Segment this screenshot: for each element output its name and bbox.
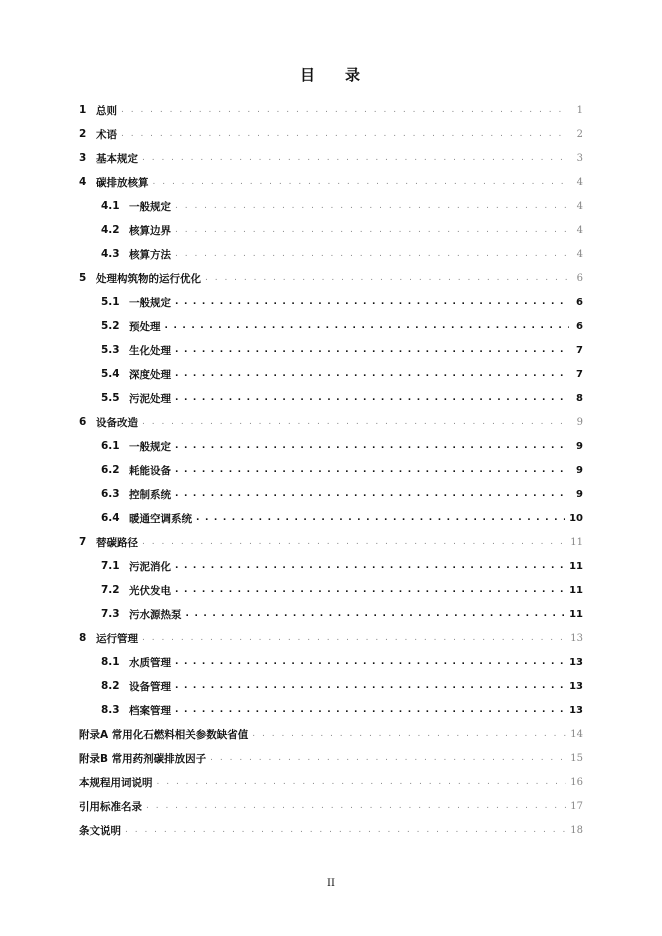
toc-entry-number: 2 (79, 128, 87, 140)
toc-leader-dots (165, 321, 570, 331)
toc-entry-label: 核算方法 (129, 248, 171, 261)
toc-entry-label: 条文说明 (79, 824, 121, 837)
toc-entry-label: 基本规定 (96, 152, 138, 165)
toc-leader-dots (142, 153, 569, 163)
toc-leader-dots (205, 273, 569, 283)
toc-entry-label: 设备管理 (129, 680, 171, 693)
toc-page-number: 1 (576, 104, 583, 116)
title-char-2: 录 (345, 66, 363, 84)
toc-entry-label: 附录B 常用药剂碳排放因子 (79, 752, 207, 765)
toc-entry-label: 引用标准名录 (79, 800, 142, 813)
toc-entry-label: 耗能设备 (129, 464, 171, 477)
toc-leader-dots (175, 249, 569, 259)
toc-leader-dots (121, 129, 569, 139)
toc-page-number: 14 (570, 728, 583, 740)
toc-entry-label: 碳排放核算 (96, 176, 149, 189)
toc-page-number: 2 (576, 128, 583, 140)
toc-leader-dots (175, 681, 565, 691)
toc-entry-label: 一般规定 (129, 296, 171, 309)
toc-entry-label: 处理构筑物的运行优化 (96, 272, 201, 285)
toc-entry-number: 7.1 (101, 560, 120, 572)
toc-section-entry[interactable] (79, 818, 583, 842)
toc-entry-number: 5.1 (101, 296, 120, 308)
toc-leader-dots (175, 345, 569, 355)
toc-entry-label: 污水源热泵 (129, 608, 182, 621)
toc-section-entry[interactable] (79, 722, 583, 746)
toc-subsection-entry[interactable] (79, 242, 583, 266)
toc-subsection-entry[interactable] (79, 386, 583, 410)
toc-entry-number: 6.1 (101, 440, 120, 452)
toc-leader-dots (121, 105, 569, 115)
table-of-contents (79, 98, 583, 842)
toc-entry-number: 8 (79, 632, 87, 644)
toc-page-number: 4 (576, 224, 583, 236)
toc-entry-number: 4.2 (101, 224, 120, 236)
toc-entry-number: 5.4 (101, 368, 120, 380)
toc-entry-label: 术语 (96, 128, 117, 141)
toc-leader-dots (157, 777, 567, 787)
toc-entry-label: 总则 (96, 104, 117, 117)
toc-page-number: 7 (576, 368, 583, 380)
toc-page-number: 3 (576, 152, 583, 164)
toc-section-entry[interactable] (79, 146, 583, 170)
toc-leader-dots (175, 201, 569, 211)
toc-page-number: 7 (576, 344, 583, 356)
toc-page-number: 8 (576, 392, 583, 404)
toc-page-number: 9 (576, 416, 583, 428)
toc-subsection-entry[interactable] (79, 578, 583, 602)
toc-entry-label: 生化处理 (129, 344, 171, 357)
toc-leader-dots (142, 417, 569, 427)
toc-section-entry[interactable] (79, 266, 583, 290)
toc-entry-number: 5.2 (101, 320, 120, 332)
toc-subsection-entry[interactable] (79, 194, 583, 218)
toc-entry-number: 8.1 (101, 656, 120, 668)
toc-subsection-entry[interactable] (79, 554, 583, 578)
toc-subsection-entry[interactable] (79, 290, 583, 314)
toc-leader-dots (175, 369, 569, 379)
toc-entry-number: 8.3 (101, 704, 120, 716)
toc-section-entry[interactable] (79, 410, 583, 434)
toc-entry-label: 污泥处理 (129, 392, 171, 405)
toc-entry-number: 5.5 (101, 392, 120, 404)
toc-entry-label: 档案管理 (129, 704, 171, 717)
toc-entry-label: 光伏发电 (129, 584, 171, 597)
toc-section-entry[interactable] (79, 122, 583, 146)
toc-page-number: 15 (570, 752, 583, 764)
toc-page-number: 18 (570, 824, 583, 836)
toc-leader-dots (175, 297, 569, 307)
toc-leader-dots (175, 585, 565, 595)
toc-page-number: 9 (576, 488, 583, 500)
toc-leader-dots (175, 465, 569, 475)
toc-subsection-entry[interactable] (79, 602, 583, 626)
toc-entry-label: 设备改造 (96, 416, 138, 429)
toc-leader-dots (175, 657, 565, 667)
toc-entry-label: 控制系统 (129, 488, 171, 501)
toc-page-number: 9 (576, 440, 583, 452)
toc-leader-dots (175, 441, 569, 451)
toc-page-number: 13 (570, 632, 583, 644)
toc-entry-number: 6.3 (101, 488, 120, 500)
toc-subsection-entry[interactable] (79, 650, 583, 674)
toc-entry-label: 预处理 (129, 320, 161, 333)
toc-leader-dots (175, 393, 569, 403)
toc-page-number: 6 (576, 320, 583, 332)
toc-entry-label: 一般规定 (129, 440, 171, 453)
toc-leader-dots (142, 537, 566, 547)
toc-section-entry[interactable] (79, 170, 583, 194)
toc-subsection-entry[interactable] (79, 338, 583, 362)
toc-entry-label: 一般规定 (129, 200, 171, 213)
toc-page-number: 11 (569, 608, 583, 620)
toc-section-entry[interactable] (79, 530, 583, 554)
toc-leader-dots (142, 633, 566, 643)
toc-entry-number: 8.2 (101, 680, 120, 692)
toc-subsection-entry[interactable] (79, 314, 583, 338)
toc-entry-label: 暖通空调系统 (129, 512, 192, 525)
toc-entry-label: 运行管理 (96, 632, 138, 645)
toc-entry-number: 7.2 (101, 584, 120, 596)
toc-page-number: 13 (569, 704, 583, 716)
toc-entry-label: 替碳路径 (96, 536, 138, 549)
toc-entry-number: 1 (79, 104, 87, 116)
toc-entry-number: 5 (79, 272, 87, 284)
toc-section-entry[interactable] (79, 98, 583, 122)
toc-leader-dots (175, 561, 565, 571)
toc-subsection-entry[interactable] (79, 458, 583, 482)
toc-page-number: 13 (569, 680, 583, 692)
toc-page-number: 4 (576, 248, 583, 260)
toc-page-number: 10 (569, 512, 583, 524)
toc-leader-dots (175, 489, 569, 499)
page-number-footer: II (327, 878, 335, 889)
toc-entry-number: 7.3 (101, 608, 120, 620)
toc-page-number: 13 (569, 656, 583, 668)
toc-page-number: 4 (576, 176, 583, 188)
toc-section-entry[interactable] (79, 626, 583, 650)
toc-leader-dots (153, 177, 570, 187)
toc-leader-dots (175, 705, 565, 715)
toc-section-entry[interactable] (79, 770, 583, 794)
toc-entry-label: 附录A 常用化石燃料相关参数缺省值 (79, 728, 249, 741)
toc-entry-label: 水质管理 (129, 656, 171, 669)
toc-page-number: 9 (576, 464, 583, 476)
toc-subsection-entry[interactable] (79, 362, 583, 386)
toc-page-number: 11 (570, 536, 583, 548)
toc-page-number: 16 (570, 776, 583, 788)
page-title (0, 64, 662, 85)
toc-entry-label: 污泥消化 (129, 560, 171, 573)
toc-section-entry[interactable] (79, 746, 583, 770)
toc-leader-dots (196, 513, 565, 523)
toc-subsection-entry[interactable] (79, 674, 583, 698)
toc-entry-label: 核算边界 (129, 224, 171, 237)
toc-entry-number: 3 (79, 152, 87, 164)
toc-entry-number: 5.3 (101, 344, 120, 356)
toc-entry-label: 本规程用词说明 (79, 776, 153, 789)
toc-entry-number: 6 (79, 416, 87, 428)
toc-leader-dots (186, 609, 566, 619)
toc-page-number: 11 (569, 560, 583, 572)
toc-subsection-entry[interactable] (79, 506, 583, 530)
toc-entry-number: 4.1 (101, 200, 120, 212)
toc-leader-dots (252, 729, 566, 739)
toc-leader-dots (210, 753, 566, 763)
toc-entry-number: 6.4 (101, 512, 120, 524)
toc-page-number: 6 (576, 272, 583, 284)
toc-subsection-entry[interactable] (79, 434, 583, 458)
toc-entry-label: 深度处理 (129, 368, 171, 381)
title-char-1: 目 (299, 66, 317, 84)
toc-leader-dots (175, 225, 569, 235)
toc-subsection-entry[interactable] (79, 482, 583, 506)
toc-entry-number: 7 (79, 536, 87, 548)
toc-subsection-entry[interactable] (79, 698, 583, 722)
toc-page-number: 6 (576, 296, 583, 308)
toc-section-entry[interactable] (79, 794, 583, 818)
toc-entry-number: 4.3 (101, 248, 120, 260)
toc-page-number: 11 (569, 584, 583, 596)
toc-page-number: 17 (570, 800, 583, 812)
toc-subsection-entry[interactable] (79, 218, 583, 242)
toc-leader-dots (125, 825, 566, 835)
toc-entry-number: 4 (79, 176, 87, 188)
toc-page-number: 4 (576, 200, 583, 212)
toc-leader-dots (146, 801, 566, 811)
toc-entry-number: 6.2 (101, 464, 120, 476)
